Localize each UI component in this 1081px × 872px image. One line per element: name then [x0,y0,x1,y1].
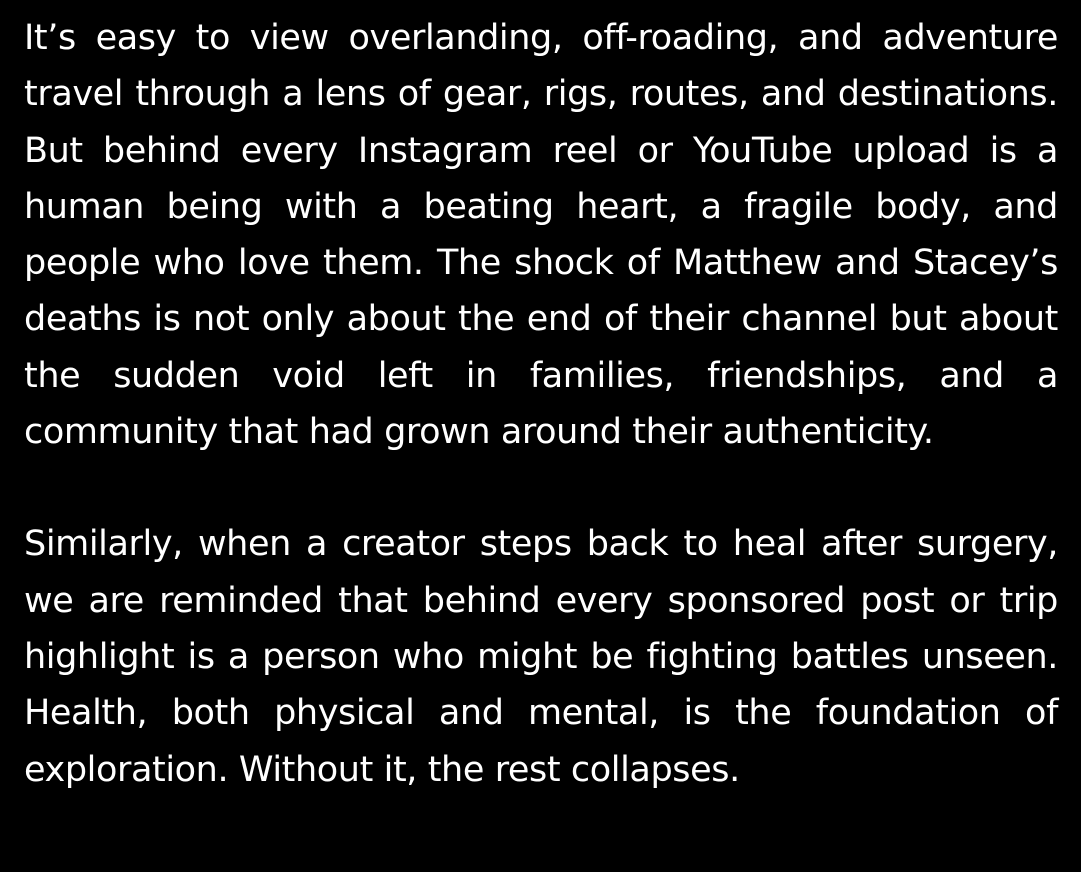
paragraph-1: It’s easy to view overlanding, off-roading, and adventure travel through a lens of gear, rigs, routes, and destinations. But behind every Instagram reel or YouTube upload is a human being with a beating heart, a fragile body, and people who love them. The shock of Matthew and Stacey’s deaths is not only about the end of their channel but about the sudden void left in families, friendships, and a community that had grown around their authenticity. [24,18,1058,453]
paragraph-2: Similarly, when a creator steps back to heal after surgery, we are reminded that behind every sponsored post or trip highlight is a person who might be fighting battles unseen. Health, both physical and mental, is the foundation of exploration. Without it, the rest collapses. [24,524,1058,790]
article-body [24,10,1058,798]
